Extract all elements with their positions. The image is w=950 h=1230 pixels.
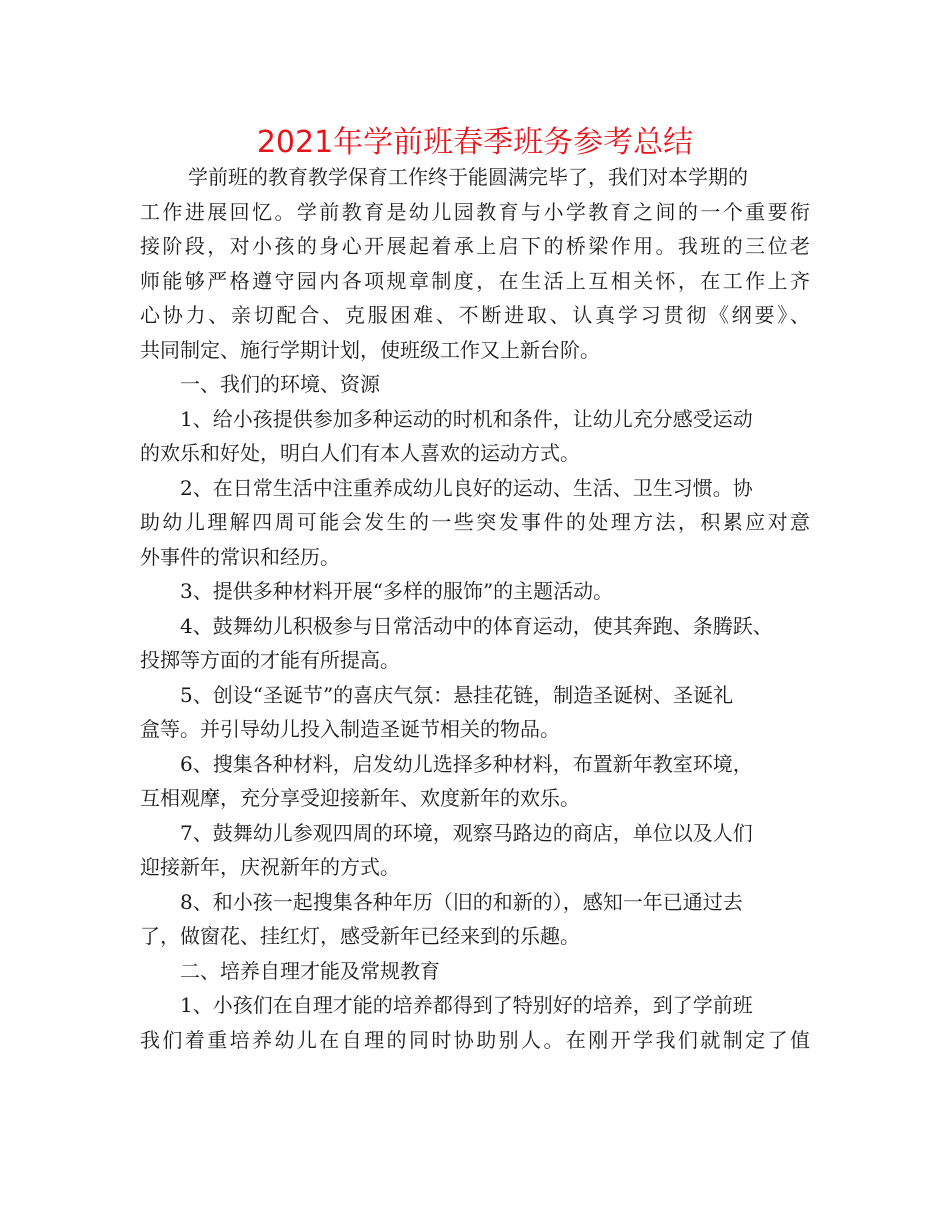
paragraph-line: 迎接新年，庆祝新年的方式。 [140, 855, 400, 879]
paragraph-line: 1、给小孩提供参加多种运动的时机和条件，让幼儿充分感受运动 [180, 406, 753, 431]
section-heading: 二、培养自理才能及常规教育 [180, 958, 440, 983]
paragraph-line: 3、提供多种材料开展“多样的服饰”的主题活动。 [180, 579, 614, 603]
paragraph-line: 我们着重培养幼儿在自理的同时协助别人。在刚开学我们就制定了值 [140, 1027, 810, 1052]
paragraph-line: 接阶段，对小孩的身心开展起着承上启下的桥梁作用。我班的三位老 [140, 234, 810, 258]
paragraph-line: 互相观摩，充分享受迎接新年、欢度新年的欢乐。 [140, 786, 580, 810]
paragraph-line: 共同制定、施行学期计划，使班级工作又上新台阶。 [140, 337, 600, 362]
paragraph-line: 1、小孩们在自理才能的培养都得到了特别好的培养，到了学前班 [180, 993, 753, 1017]
paragraph-line: 工作进展回忆。学前教育是幼儿园教育与小学教育之间的一个重要衔 [140, 199, 810, 224]
document-body [140, 160, 810, 1057]
paragraph-line: 7、鼓舞幼儿参观四周的环境，观察马路边的商店，单位以及人们 [180, 820, 753, 845]
paragraph-line: 8、和小孩一起搜集各种年历（旧的和新的），感知一年已通过去 [180, 889, 743, 914]
paragraph-line: 5、创设“圣诞节”的喜庆气氛：悬挂花链，制造圣诞树、圣诞礼 [180, 682, 734, 707]
paragraph-line: 6、搜集各种材料，启发幼儿选择多种材料，布置新年教室环境， [180, 751, 753, 776]
paragraph-line: 投掷等方面的才能有所提高。 [140, 648, 400, 672]
paragraph-line: 了，做窗花、挂红灯，感受新年已经来到的乐趣。 [140, 924, 580, 948]
paragraph-line: 盒等。并引导幼儿投入制造圣诞节相关的物品。 [140, 717, 560, 741]
paragraph-line: 外事件的常识和经历。 [140, 544, 340, 569]
paragraph-line: 师能够严格遵守园内各项规章制度，在生活上互相关怀，在工作上齐 [140, 268, 810, 293]
paragraph-line: 心协力、亲切配合、克服困难、不断进取、认真学习贯彻《纲要》、 [140, 303, 810, 327]
paragraph-line: 的欢乐和好处，明白人们有本人喜欢的运动方式。 [140, 441, 580, 465]
paragraph-line: 学前班的教育教学保育工作终于能圆满完毕了，我们对本学期的 [188, 165, 748, 189]
paragraph-line: 2、在日常生活中注重养成幼儿良好的运动、生活、卫生习惯。协 [180, 475, 753, 500]
document-title: 2021年学前班春季班务参考总结 [256, 125, 694, 160]
paragraph-line: 4、鼓舞幼儿积极参与日常活动中的体育运动，使其奔跑、条腾跃、 [180, 613, 773, 638]
paragraph-line: 助幼儿理解四周可能会发生的一些突发事件的处理方法，积累应对意 [140, 510, 810, 534]
section-heading: 一、我们的环境、资源 [180, 372, 380, 396]
